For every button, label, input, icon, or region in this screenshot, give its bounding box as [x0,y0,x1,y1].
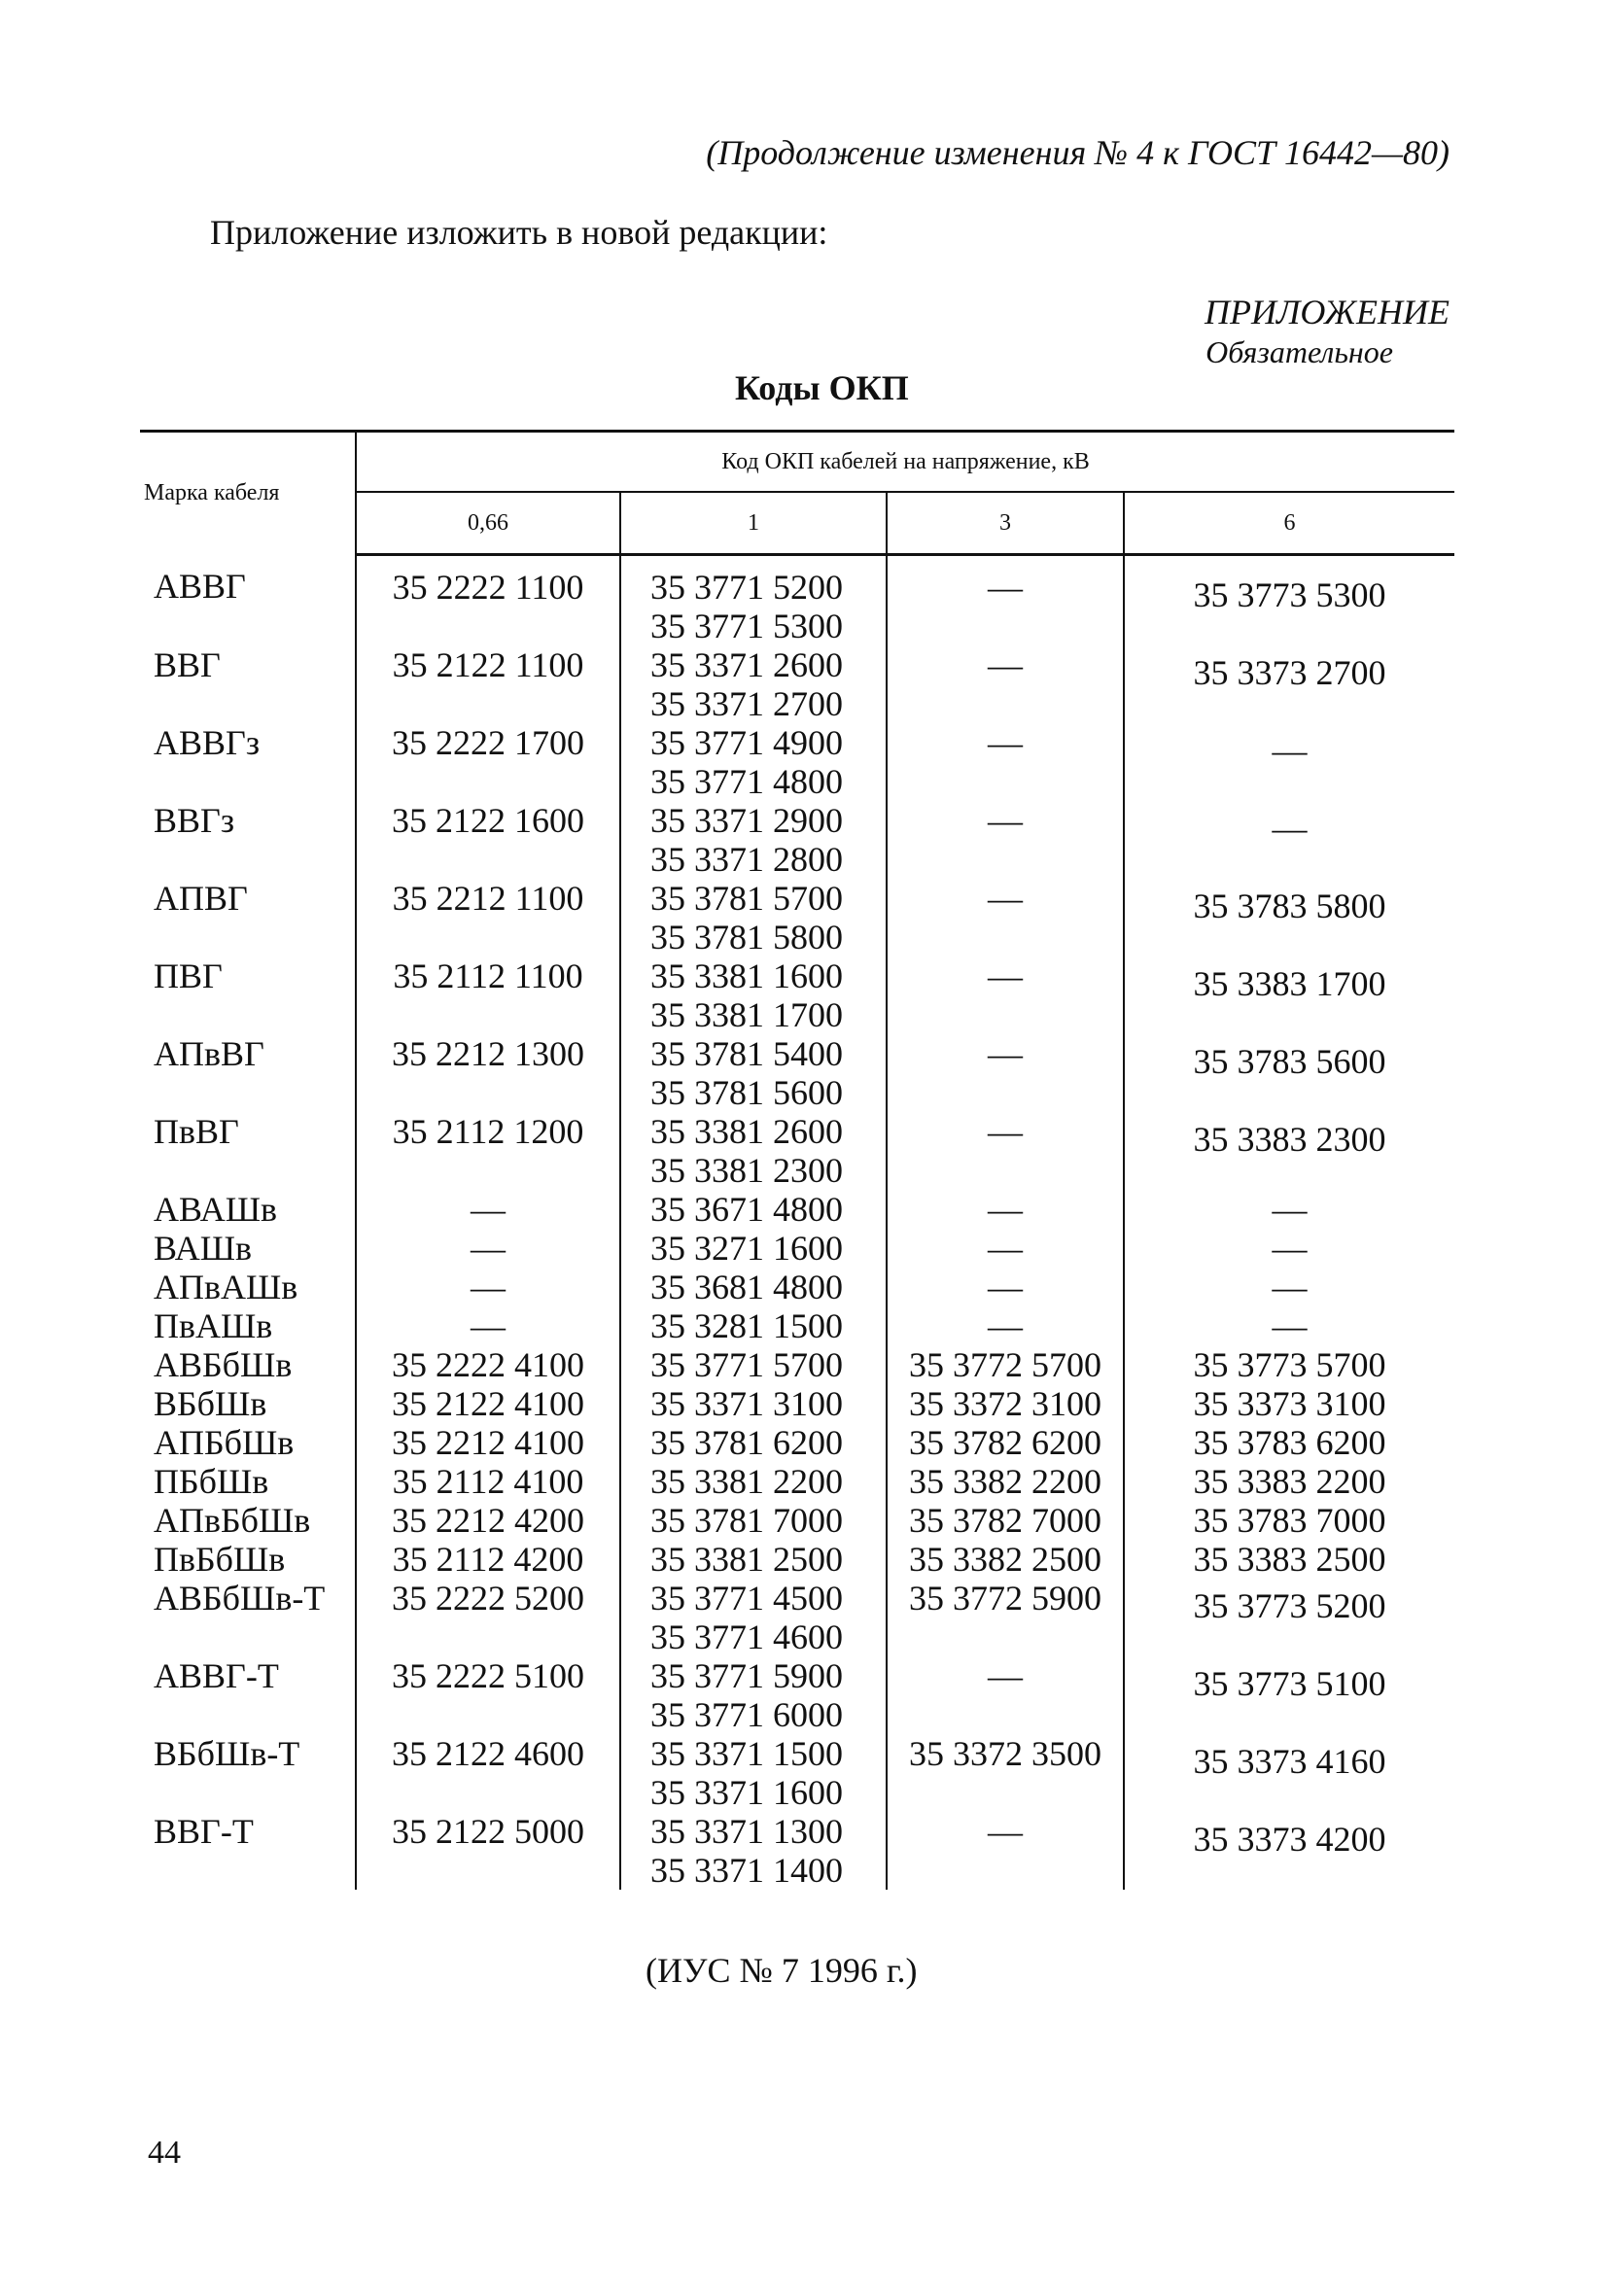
okp-codes-table [140,430,1454,1890]
code-6kv-value: — [1272,1306,1308,1345]
code-3kv-cell [887,1540,1124,1579]
cable-brand-cell: ПБбШв [140,1462,356,1501]
code-1kv-line: 35 3381 2300 [650,1151,843,1190]
voltage-group-header: Код ОКП кабелей на напряжение, кВ [356,432,1454,493]
code-1kv-cell [620,1306,887,1345]
cable-brand-cell: ПВГ [140,957,356,1034]
code-6kv-value: 35 3373 4160 [1193,1742,1386,1781]
code-3kv-cell [887,1034,1124,1112]
code-066-cell: 35 2212 1100 [356,879,620,957]
cable-brand-cell: АПвВГ [140,1034,356,1112]
table-row [140,1229,1454,1268]
code-066-cell: 35 2112 4100 [356,1462,620,1501]
code-6kv-cell [1124,957,1454,1034]
code-1kv-line: 35 3771 5300 [650,607,843,645]
code-3kv-value: — [988,1306,1023,1345]
code-1kv-line: 35 3781 6200 [650,1423,843,1462]
code-1kv-line: 35 3781 7000 [650,1501,843,1540]
code-1kv-cell [620,645,887,723]
code-3kv-cell [887,1501,1124,1540]
table-title: Коды ОКП [735,368,909,407]
code-1kv-cell [620,1656,887,1734]
code-066-cell: 35 2222 1100 [356,555,620,646]
code-6kv-value: 35 3373 4200 [1193,1820,1386,1859]
cable-brand-cell: ВВГз [140,801,356,879]
code-3kv-value: 35 3382 2500 [909,1540,1101,1579]
code-1kv-line: 35 3371 1500 [650,1734,843,1773]
code-066-cell: 35 2112 1100 [356,957,620,1034]
brand-column-header: Марка кабеля [140,432,356,555]
table-row [140,1190,1454,1229]
code-1kv-cell [620,1812,887,1890]
code-3kv-cell [887,1734,1124,1812]
cable-brand-cell: АВБбШв-Т [140,1579,356,1656]
code-066-cell: 35 2112 1200 [356,1112,620,1190]
code-3kv-cell [887,1268,1124,1306]
code-1kv-line: 35 3771 5200 [650,568,843,607]
code-1kv-line: 35 3371 2800 [650,840,843,879]
code-6kv-value: 35 3783 6200 [1193,1423,1386,1462]
voltage-header-3: 3 [887,492,1124,555]
code-1kv-cell [620,1268,887,1306]
code-6kv-value: — [1272,731,1308,770]
table-row [140,1345,1454,1384]
code-1kv-line: 35 3771 4500 [650,1579,843,1618]
table-row [140,1734,1454,1812]
table-row [140,1268,1454,1306]
code-1kv-line: 35 3771 4900 [650,723,843,762]
code-1kv-line: 35 3781 5700 [650,879,843,918]
cable-brand-cell: АВВГ-Т [140,1656,356,1734]
code-6kv-value: 35 3783 5600 [1193,1042,1386,1081]
code-1kv-line: 35 3371 1600 [650,1773,843,1812]
table-row [140,1306,1454,1345]
code-6kv-value: 35 3383 2300 [1193,1120,1386,1159]
code-6kv-cell [1124,801,1454,879]
code-6kv-cell [1124,1734,1454,1812]
code-1kv-cell [620,879,887,957]
table-row [140,1384,1454,1423]
code-3kv-value: 35 3372 3500 [909,1734,1101,1773]
cable-brand-cell: ПвАШв [140,1306,356,1345]
cable-brand-cell: АВБбШв [140,1345,356,1384]
code-1kv-cell [620,1384,887,1423]
code-3kv-value: 35 3382 2200 [909,1462,1101,1501]
code-1kv-cell [620,957,887,1034]
code-6kv-value: 35 3773 5300 [1193,575,1386,614]
code-6kv-cell [1124,1462,1454,1501]
code-1kv-line: 35 3771 4800 [650,762,843,801]
cable-brand-cell: АПвБбШв [140,1501,356,1540]
cable-brand-cell: АПБбШв [140,1423,356,1462]
cable-brand-cell: АВАШв [140,1190,356,1229]
code-6kv-cell [1124,1306,1454,1345]
okp-table-container [140,430,1454,1890]
code-6kv-value: — [1272,1268,1308,1306]
code-3kv-cell [887,1306,1124,1345]
code-3kv-value: — [988,801,1023,840]
code-066-cell: — [356,1229,620,1268]
code-3kv-cell [887,879,1124,957]
code-3kv-cell [887,1812,1124,1890]
code-6kv-value: 35 3773 5700 [1193,1345,1386,1384]
code-6kv-value: — [1272,1229,1308,1268]
cable-brand-cell: ВБбШв-Т [140,1734,356,1812]
code-6kv-cell [1124,1812,1454,1890]
code-3kv-value: 35 3772 5900 [909,1579,1101,1618]
code-6kv-value: 35 3773 5200 [1193,1586,1386,1625]
code-3kv-cell [887,957,1124,1034]
table-row [140,1034,1454,1112]
code-1kv-line: 35 3371 3100 [650,1384,843,1423]
code-1kv-line: 35 3381 2200 [650,1462,843,1501]
code-3kv-cell [887,1345,1124,1384]
code-1kv-cell [620,1345,887,1384]
code-3kv-value: — [988,1112,1023,1151]
table-row [140,1501,1454,1540]
code-1kv-cell [620,801,887,879]
voltage-header-6: 6 [1124,492,1454,555]
code-066-cell: 35 2122 1600 [356,801,620,879]
code-3kv-cell [887,1579,1124,1656]
code-3kv-value: 35 3782 6200 [909,1423,1101,1462]
code-066-cell: 35 2222 4100 [356,1345,620,1384]
code-1kv-line: 35 3681 4800 [650,1268,843,1306]
code-1kv-line: 35 3371 2900 [650,801,843,840]
cable-brand-cell: ПвБбШв [140,1540,356,1579]
code-3kv-value: — [988,879,1023,918]
code-6kv-cell [1124,723,1454,801]
code-3kv-value: — [988,723,1023,762]
code-3kv-value: — [988,1190,1023,1229]
code-1kv-cell [620,1540,887,1579]
table-body [140,555,1454,1891]
code-6kv-value: 35 3373 3100 [1193,1384,1386,1423]
code-6kv-cell [1124,1034,1454,1112]
code-6kv-cell [1124,1540,1454,1579]
table-row [140,879,1454,957]
cable-brand-cell: АВВГ [140,555,356,646]
code-1kv-line: 35 3271 1600 [650,1229,843,1268]
table-row [140,1656,1454,1734]
code-1kv-line: 35 3371 2700 [650,684,843,723]
code-6kv-cell [1124,1656,1454,1734]
code-6kv-cell [1124,1579,1454,1656]
code-1kv-cell [620,1462,887,1501]
table-row [140,645,1454,723]
code-6kv-value: 35 3383 2200 [1193,1462,1386,1501]
code-1kv-cell [620,1112,887,1190]
code-6kv-cell [1124,1268,1454,1306]
code-066-cell: 35 2222 5200 [356,1579,620,1656]
code-1kv-cell [620,1734,887,1812]
appendix-title: ПРИЛОЖЕНИЕ [1205,293,1450,331]
code-6kv-cell [1124,1229,1454,1268]
code-066-cell: — [356,1268,620,1306]
table-row [140,723,1454,801]
appendix-subtitle: Обязательное [1205,334,1393,369]
code-3kv-cell [887,555,1124,646]
code-3kv-cell [887,723,1124,801]
table-row [140,1579,1454,1656]
code-6kv-cell [1124,645,1454,723]
code-6kv-value: 35 3783 7000 [1193,1501,1386,1540]
code-3kv-value: — [988,645,1023,684]
code-6kv-cell [1124,555,1454,646]
cable-brand-cell: АПВГ [140,879,356,957]
code-6kv-value: 35 3773 5100 [1193,1664,1386,1703]
code-6kv-value: 35 3383 1700 [1193,964,1386,1003]
code-6kv-cell [1124,1190,1454,1229]
code-6kv-value: — [1272,1190,1308,1229]
voltage-header-066: 0,66 [356,492,620,555]
code-1kv-cell [620,1579,887,1656]
table-row [140,957,1454,1034]
code-3kv-cell [887,645,1124,723]
code-3kv-value: 35 3772 5700 [909,1345,1101,1384]
code-1kv-cell [620,1190,887,1229]
code-3kv-cell [887,1384,1124,1423]
code-1kv-line: 35 3381 2500 [650,1540,843,1579]
code-3kv-value: — [988,1268,1023,1306]
code-1kv-line: 35 3771 5900 [650,1656,843,1695]
code-066-cell: 35 2122 4100 [356,1384,620,1423]
code-6kv-cell [1124,1423,1454,1462]
code-3kv-value: — [988,1812,1023,1851]
code-1kv-line: 35 3381 2600 [650,1112,843,1151]
code-3kv-value: — [988,568,1023,607]
code-3kv-cell [887,1423,1124,1462]
code-1kv-line: 35 3771 4600 [650,1618,843,1656]
code-1kv-line: 35 3381 1700 [650,995,843,1034]
cable-brand-cell: АВВГз [140,723,356,801]
code-1kv-line: 35 3781 5600 [650,1073,843,1112]
code-1kv-cell [620,555,887,646]
code-6kv-value: 35 3373 2700 [1193,653,1386,692]
table-row [140,1423,1454,1462]
cable-brand-cell: ПвВГ [140,1112,356,1190]
code-1kv-line: 35 3371 2600 [650,645,843,684]
code-3kv-cell [887,1229,1124,1268]
code-1kv-cell [620,1501,887,1540]
code-3kv-cell [887,1656,1124,1734]
code-6kv-cell [1124,879,1454,957]
code-066-cell: 35 2122 5000 [356,1812,620,1890]
code-1kv-line: 35 3371 1300 [650,1812,843,1851]
code-3kv-cell [887,1112,1124,1190]
cable-brand-cell: ВВГ-Т [140,1812,356,1890]
code-066-cell: — [356,1306,620,1345]
code-1kv-line: 35 3671 4800 [650,1190,843,1229]
code-3kv-value: 35 3372 3100 [909,1384,1101,1423]
code-6kv-cell [1124,1501,1454,1540]
code-3kv-value: — [988,957,1023,995]
code-3kv-cell [887,1462,1124,1501]
code-1kv-line: 35 3771 5700 [650,1345,843,1384]
code-066-cell: 35 2212 4100 [356,1423,620,1462]
voltage-header-1: 1 [620,492,887,555]
cable-brand-cell: ВАШв [140,1229,356,1268]
code-3kv-value: — [988,1034,1023,1073]
code-3kv-cell [887,801,1124,879]
code-1kv-line: 35 3381 1600 [650,957,843,995]
table-row [140,1540,1454,1579]
code-1kv-cell [620,1229,887,1268]
code-3kv-cell [887,1190,1124,1229]
cable-brand-cell: ВВГ [140,645,356,723]
table-row [140,1812,1454,1890]
code-1kv-line: 35 3371 1400 [650,1851,843,1890]
code-066-cell: — [356,1190,620,1229]
code-6kv-value: 35 3383 2500 [1193,1540,1386,1579]
code-1kv-line: 35 3781 5800 [650,918,843,957]
ius-note: (ИУС № 7 1996 г.) [646,1951,918,1990]
table-row [140,555,1454,646]
code-066-cell: 35 2212 4200 [356,1501,620,1540]
code-6kv-cell [1124,1345,1454,1384]
table-row [140,1462,1454,1501]
code-1kv-cell [620,1034,887,1112]
code-066-cell: 35 2222 1700 [356,723,620,801]
cable-brand-cell: АПвАШв [140,1268,356,1306]
code-6kv-value: — [1272,809,1308,848]
cable-brand-cell: ВБбШв [140,1384,356,1423]
code-066-cell: 35 2222 5100 [356,1656,620,1734]
continuation-header: (Продолжение изменения № 4 к ГОСТ 16442—80) [706,133,1450,172]
code-066-cell: 35 2212 1300 [356,1034,620,1112]
code-6kv-cell [1124,1112,1454,1190]
code-3kv-value: — [988,1656,1023,1695]
code-1kv-line: 35 3781 5400 [650,1034,843,1073]
code-1kv-cell [620,723,887,801]
code-6kv-cell [1124,1384,1454,1423]
table-row [140,801,1454,879]
code-066-cell: 35 2112 4200 [356,1540,620,1579]
code-1kv-cell [620,1423,887,1462]
intro-text: Приложение изложить в новой редакции: [210,213,828,252]
code-1kv-line: 35 3771 6000 [650,1695,843,1734]
code-1kv-line: 35 3281 1500 [650,1306,843,1345]
page-number: 44 [148,2135,181,2171]
code-3kv-value: — [988,1229,1023,1268]
code-3kv-value: 35 3782 7000 [909,1501,1101,1540]
table-row [140,1112,1454,1190]
code-066-cell: 35 2122 1100 [356,645,620,723]
code-066-cell: 35 2122 4600 [356,1734,620,1812]
code-6kv-value: 35 3783 5800 [1193,887,1386,925]
